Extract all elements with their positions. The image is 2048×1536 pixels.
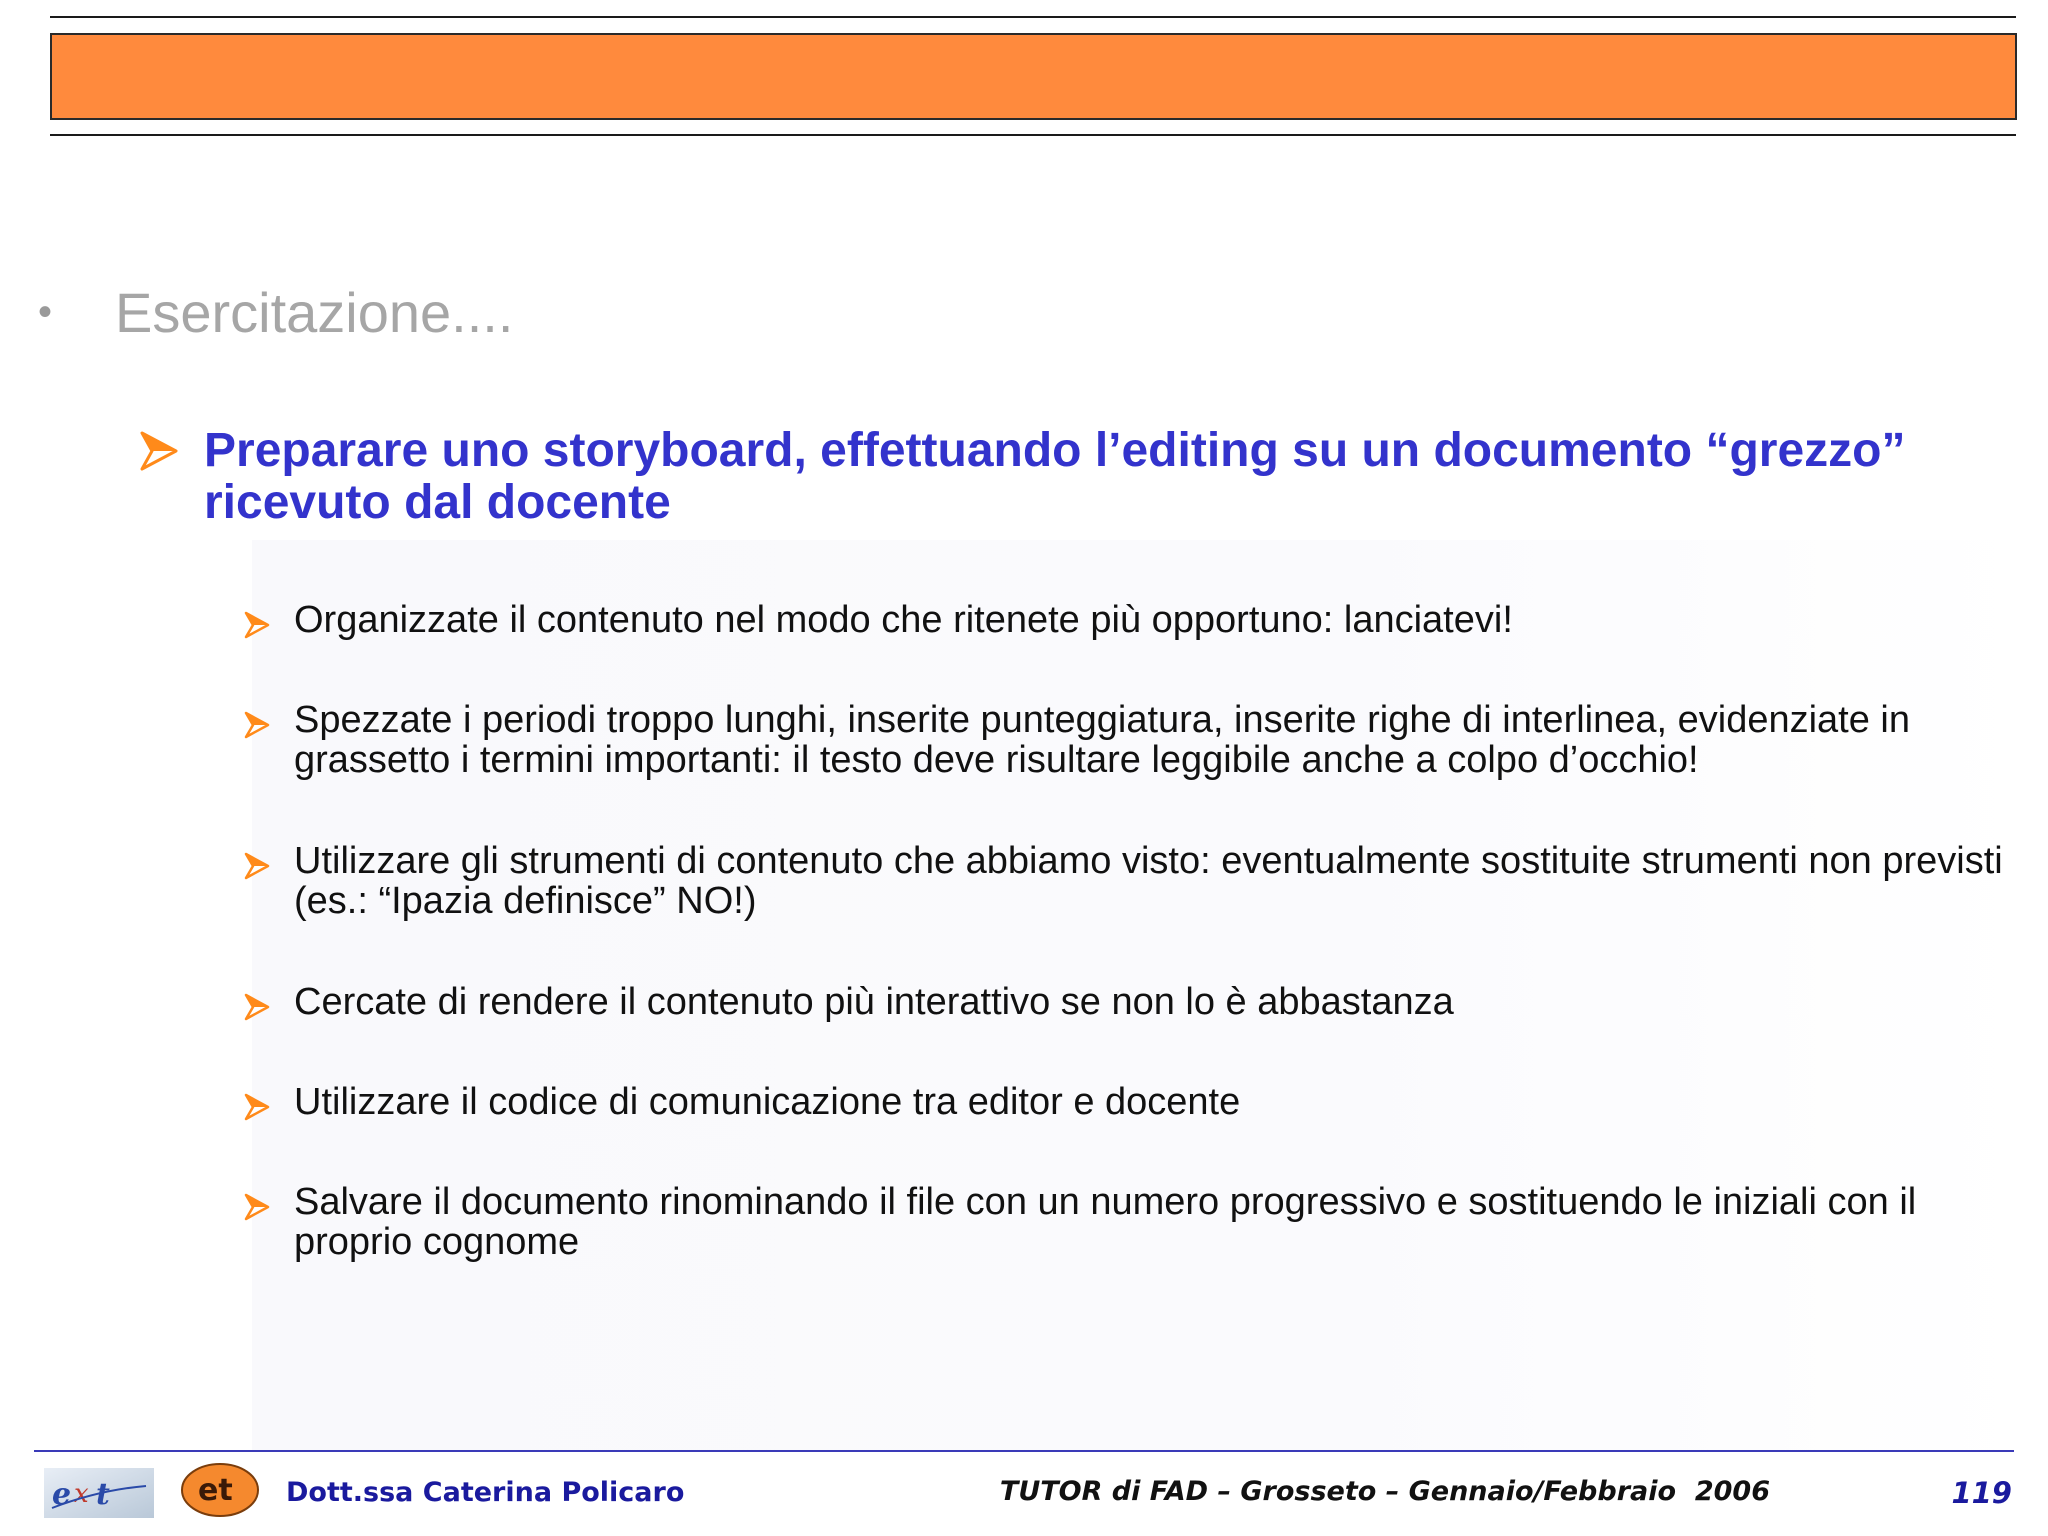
arrowhead-icon bbox=[244, 1193, 270, 1221]
arrowhead-icon bbox=[140, 431, 178, 471]
sub-point-text: Cercate di rendere il contenuto più interattivo se non lo è abbastanza bbox=[294, 981, 1454, 1023]
page-number: 119 bbox=[1951, 1476, 2012, 1510]
sub-point-text: Spezzate i periodi troppo lunghi, inserite punteggiatura, inserite righe di interlinea, evidenziate in grassetto i termini importanti: il testo deve risultare leggibile anche a colpo d’occhio! bbox=[294, 699, 1911, 781]
arrowhead-icon bbox=[244, 611, 270, 639]
arrowhead-icon bbox=[244, 1093, 270, 1121]
header-top-rule bbox=[50, 16, 2016, 18]
sub-point-text: Utilizzare gli strumenti di contenuto che abbiamo visto: eventualmente sostituite strumenti non previsti (es.: “Ipazia definisce” NO!) bbox=[294, 840, 2003, 922]
section-title: Esercitazione.... bbox=[115, 281, 514, 344]
svg-text:t: t bbox=[96, 1477, 110, 1512]
footer-rule bbox=[34, 1450, 2014, 1452]
sub-point-text: Organizzate il contenuto nel modo che ritenete più opportuno: lanciatevi! bbox=[294, 599, 1513, 641]
et-logo bbox=[180, 1462, 260, 1518]
header-bottom-rule bbox=[50, 134, 2016, 136]
svg-text:e: e bbox=[52, 1477, 72, 1512]
ext-logo bbox=[44, 1468, 154, 1518]
footer-author: Dott.ssa Caterina Policaro bbox=[286, 1477, 685, 1508]
arrowhead-icon bbox=[244, 852, 270, 880]
svg-text:et: et bbox=[198, 1473, 233, 1508]
arrowhead-icon bbox=[244, 993, 270, 1021]
sub-point-text: Salvare il documento rinominando il file con un numero progressivo e sostituendo le iniziali con il proprio cognome bbox=[294, 1181, 1917, 1263]
bullet-dot-icon: • bbox=[38, 290, 53, 334]
header-band bbox=[50, 33, 2017, 120]
sub-point-text: Utilizzare il codice di comunicazione tra editor e docente bbox=[294, 1081, 1241, 1123]
main-point: Preparare uno storyboard, effettuando l’editing su un documento “grezzo” ricevuto dal docente bbox=[204, 424, 1906, 529]
footer-course: TUTOR di FAD – Grosseto – Gennaio/Febbraio 2006 bbox=[999, 1476, 1770, 1507]
arrowhead-icon bbox=[244, 711, 270, 739]
svg-text:x: x bbox=[74, 1479, 89, 1509]
